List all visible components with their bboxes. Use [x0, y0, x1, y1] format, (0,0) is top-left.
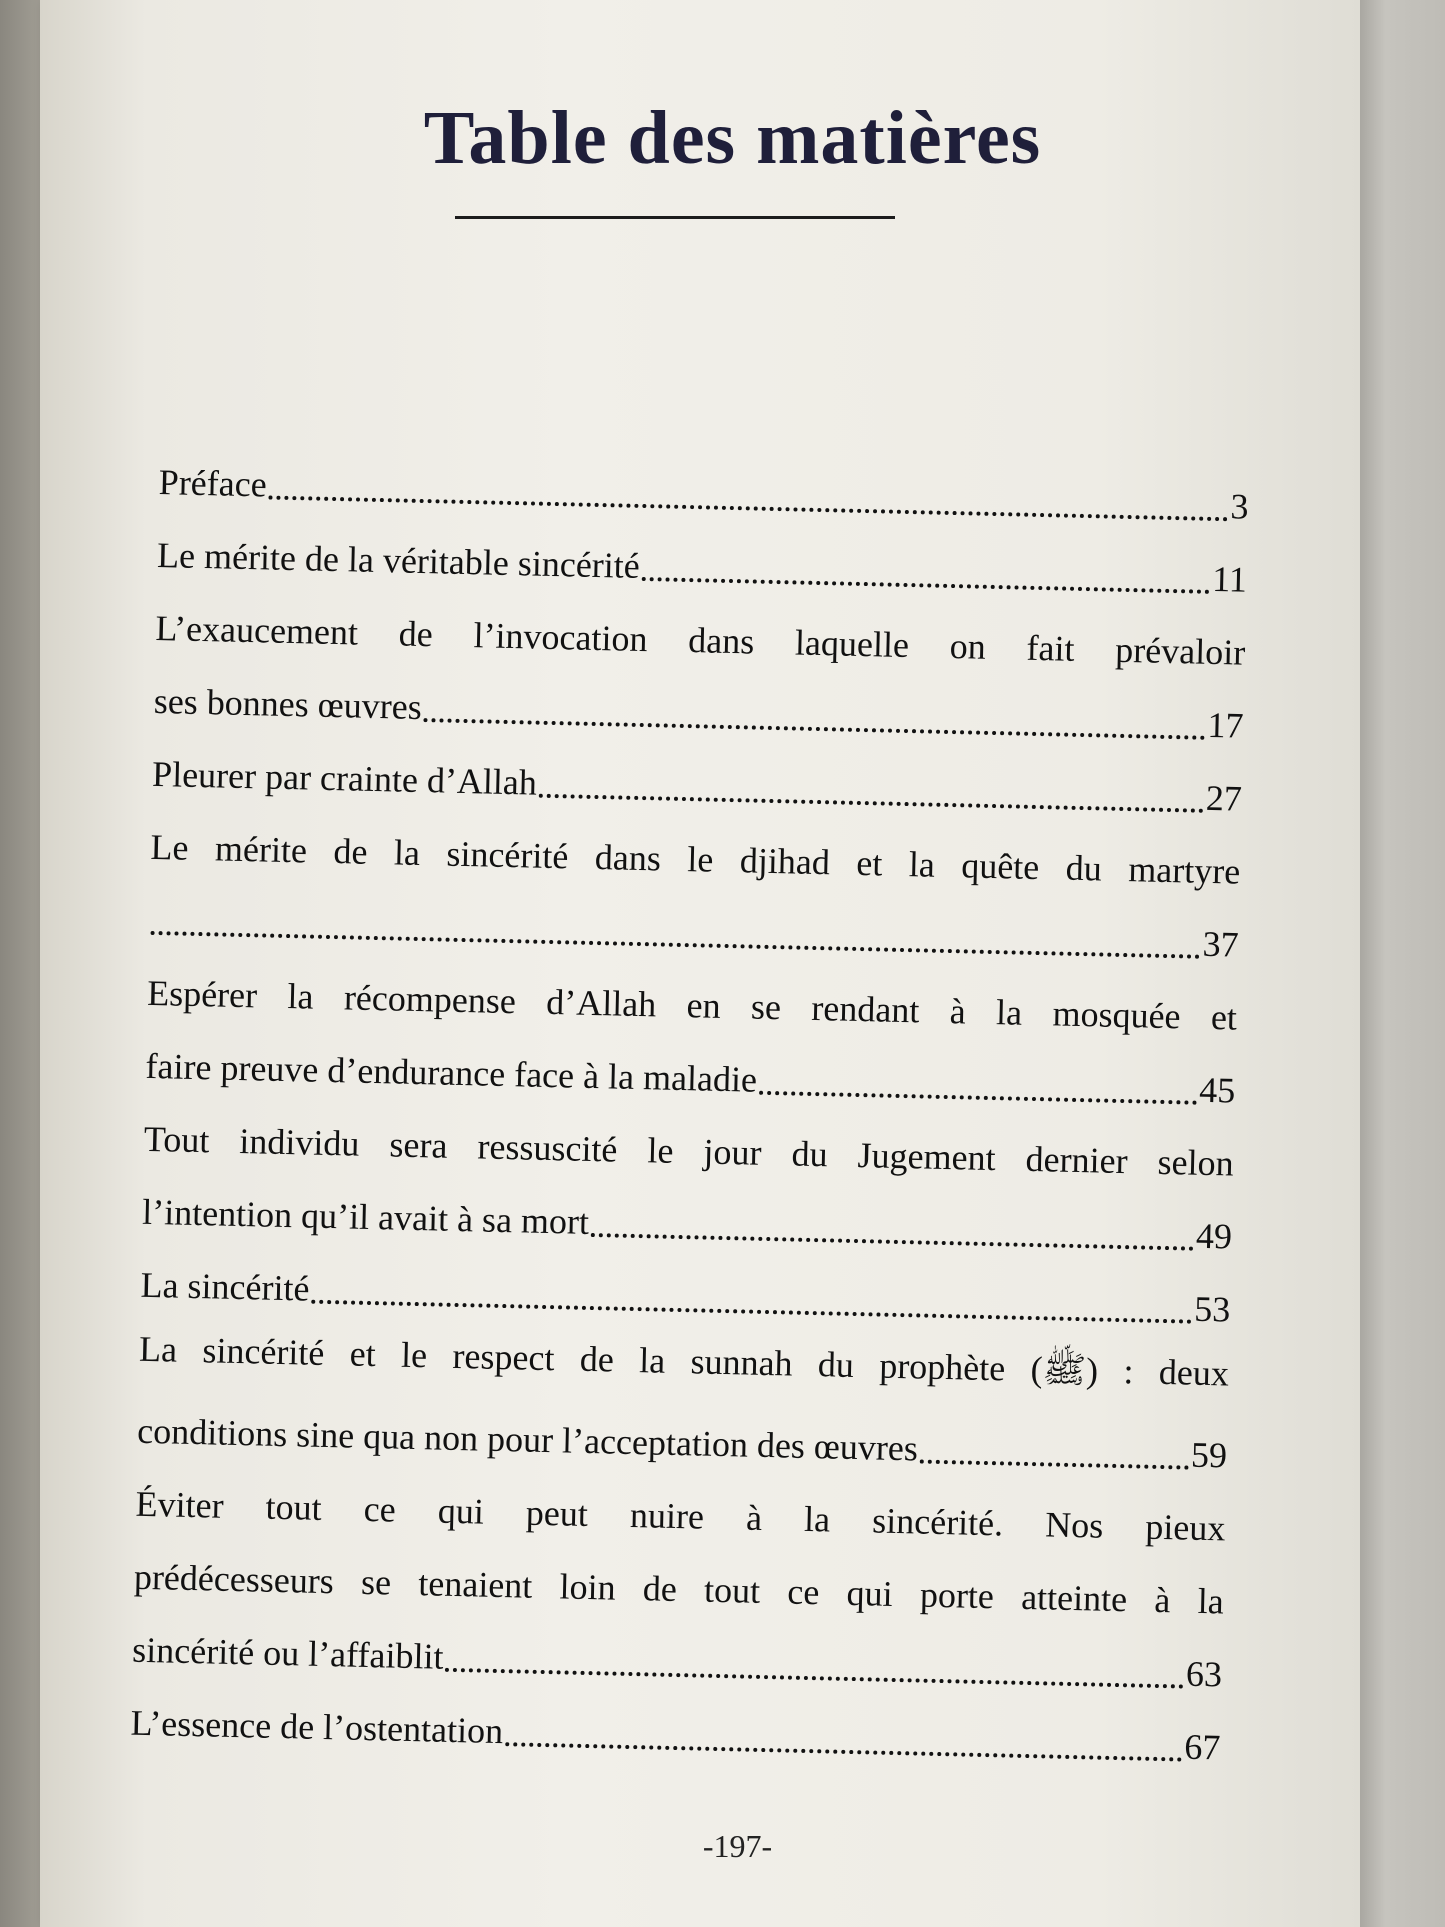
toc-entry-title: ses bonnes œuvres	[153, 680, 423, 728]
toc-page-number: 17	[1207, 704, 1245, 746]
toc-entry-title: conditions sine qua non pour l’acceptation des œuvres	[136, 1410, 919, 1469]
toc-entry-title: faire preuve d’endurance face à la maladie	[145, 1045, 758, 1100]
toc-page-number: 37	[1202, 923, 1240, 965]
title-underline	[455, 216, 895, 219]
toc-page-number: 49	[1195, 1215, 1233, 1257]
toc-entry-text: Espérer la récompense d’Allah en se rendant à la mosquée et	[146, 972, 1238, 1038]
toc-entry-text: La sincérité et le respect de la sunnah du prophète (ﷺ) : deux	[138, 1328, 1230, 1394]
toc-entry-title: Préface	[158, 461, 268, 505]
toc-entry-title: Pleurer par crainte d’Allah	[151, 753, 538, 803]
toc-entry-title: l’intention qu’il avait à sa mort	[141, 1191, 590, 1242]
toc-entry-text: Éviter tout ce qui peut nuire à la sincérité. Nos pieux	[135, 1483, 1226, 1549]
toc-entry-text: L’exaucement de l’invocation dans laquelle on fait prévaloir	[155, 607, 1246, 673]
leader-dots	[920, 1458, 1189, 1469]
page-number: -197-	[702, 1828, 773, 1864]
toc-entry-title: sincérité ou l’affaiblit	[131, 1629, 444, 1677]
toc-entry-text: Tout individu sera ressuscité le jour du Jugement dernier selon	[143, 1118, 1235, 1184]
toc-page-number: 59	[1190, 1434, 1228, 1476]
table-of-contents	[130, 430, 1250, 1768]
toc-page-number: 67	[1183, 1726, 1221, 1768]
toc-page-number: 3	[1230, 486, 1249, 527]
toc-page-number: 53	[1193, 1288, 1231, 1330]
toc-entry-text: prédécesseurs se tenaient loin de tout ce qui porte atteinte à la	[133, 1556, 1225, 1622]
toc-page-number: 11	[1211, 558, 1248, 600]
toc-entry-text: Le mérite de la sincérité dans le djihad et la quête du martyre	[150, 826, 1241, 892]
toc-page-number: 27	[1205, 777, 1243, 819]
page-title: Table des matières	[423, 96, 1042, 180]
toc-entry-title: Le mérite de la véritable sincérité	[156, 534, 641, 586]
toc-page-number: 45	[1198, 1069, 1236, 1111]
page-edge	[1360, 0, 1445, 1927]
toc-entry-title: L’essence de l’ostentation	[130, 1702, 504, 1752]
toc-page-number: 63	[1185, 1653, 1223, 1695]
toc-entry-title: La sincérité	[140, 1264, 310, 1309]
